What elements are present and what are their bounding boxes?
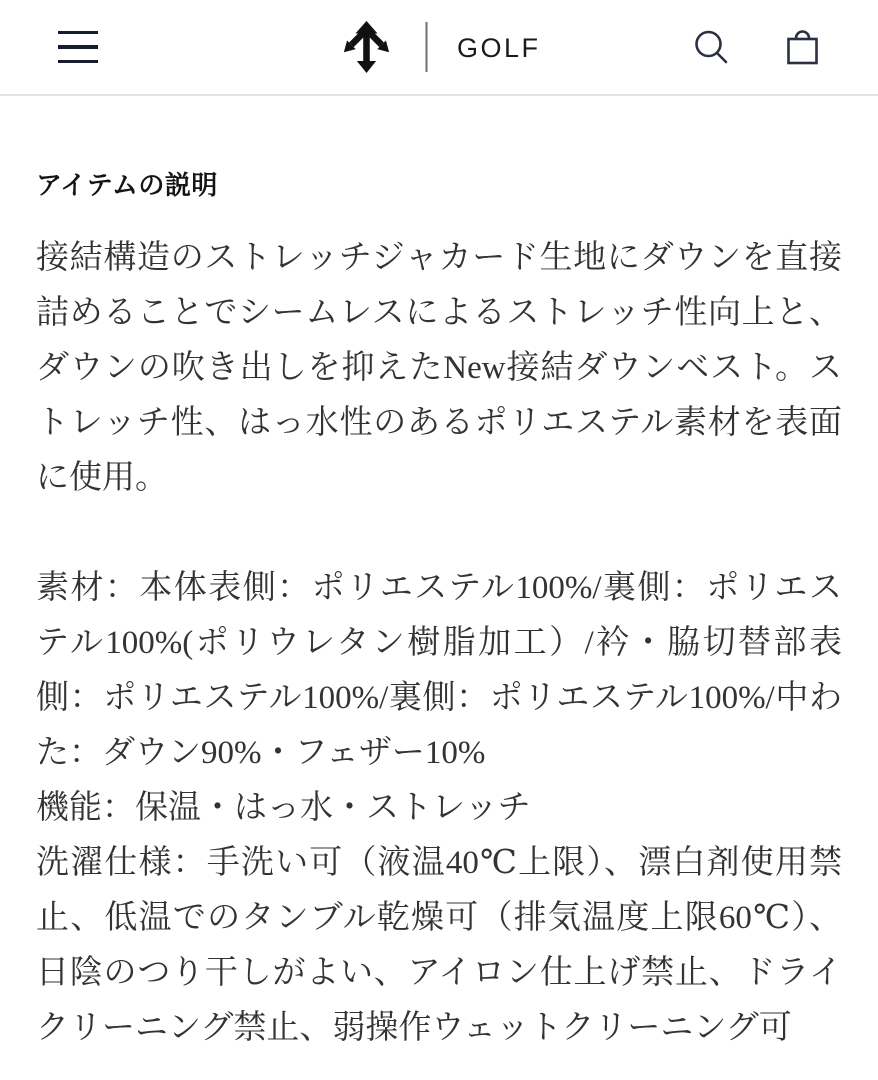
brand-golf-text: GOLF [456, 32, 541, 63]
search-button[interactable] [694, 30, 729, 65]
hamburger-menu-icon [58, 31, 98, 35]
cart-button[interactable] [787, 29, 818, 65]
menu-button[interactable] [58, 27, 98, 68]
spec-block [36, 561, 842, 1056]
header-actions [694, 29, 818, 65]
logo-divider [425, 22, 427, 72]
spec-material: 素材：本体表側：ポリエステル100%/裏側：ポリエステル100%(ポリウレタン樹脂加工）/衿・脇切替部表側：ポリエステル100%/裏側：ポリエステル100%/中わた：ダウン90%・フェザー10% [36, 570, 842, 771]
shopping-bag-icon [787, 29, 818, 65]
spec-washing: 洗濯仕様：手洗い可（液温40℃上限）、漂白剤使用禁止、低温でのタンブル乾燥可（排気温度上限60℃）、日陰のつり干しがよい、アイロン仕上げ禁止、ドライクリーニング禁止、弱操作ウェットクリーニング可 [36, 845, 842, 1046]
product-description-section [0, 96, 878, 1056]
search-icon [694, 30, 729, 65]
description-paragraph: 接結構造のストレッチジャカード生地にダウンを直接詰めることでシームレスによるストレッチ性向上と、ダウンの吹き出しを抑えたNew接結ダウンベスト。ストレッチ性、はっ水性のあるポリエステル素材を表面に使用。 [36, 240, 842, 496]
descente-logo-icon [337, 21, 395, 73]
brand-logo[interactable] [337, 21, 540, 73]
spec-function: 機能：保温・はっ水・ストレッチ [36, 790, 531, 826]
section-title: アイテムの説明 [36, 170, 218, 200]
site-header [0, 0, 878, 96]
